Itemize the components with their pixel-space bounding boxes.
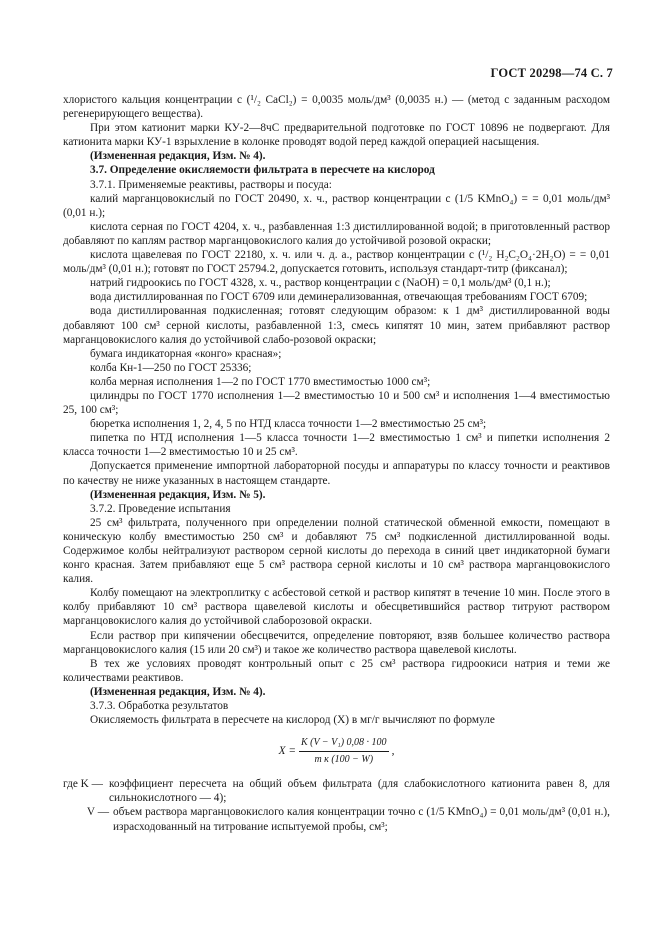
where-item [63, 805, 610, 833]
list-item: колба мерная исполнения 1—2 по ГОСТ 1770 вместимостью 1000 см³; [90, 375, 431, 388]
formula-numerator: K (V − V₁) 0,08 · 100 [299, 736, 389, 752]
paragraph: Колбу помещают на электроплитку с асбестовой сеткой и раствор кипятят в течение 10 мин. После этого в колбу прибавляют 10 см³ раствора щавелевой кислоты и обесцветившийся раствор титруют раствором марганцовокислого калия до устойчивой слаборозовой окраски. [63, 587, 610, 628]
list-item: кислота серная по ГОСТ 4204, х. ч., разбавленная 1:3 дистиллированной водой; в приготовленный раствор добавляют по каплям раствор марганцовокислого калия до устойчивой розовой окраски; [63, 220, 610, 247]
paragraph: хлористого кальция концентрации c (¹/₂ CaCl₂) = 0,0035 моль/дм³ (0,0035 н.) — (метод с заданным расходом регенерирующего вещества). [63, 94, 610, 121]
list-item: цилиндры по ГОСТ 1770 исполнения 1—2 вместимостью 10 и 500 см³ и исполнения 1—4 вместимостью 25, 100 см³; [63, 389, 610, 417]
amendment-note: (Измененная редакция, Изм. № 4). [90, 150, 266, 163]
list-item: пипетка по НТД исполнения 1—5 класса точности 1—2 вместимостью 1 см³ и пипетки исполнения 2 класса точности 1—2 вместимостью 10 и 25 см³. [63, 432, 610, 459]
formula [63, 731, 610, 771]
document-body [63, 93, 610, 834]
amendment-note: (Измененная редакция, Изм. № 4). [90, 685, 266, 698]
paragraph: Если раствор при кипячении обесцвечится, определение повторяют, взяв большее количество раствора марганцовокислого калия (15 или 20 см³) и такое же количество раствора щавелевой кислоты. [63, 629, 610, 656]
where-list [63, 777, 610, 833]
where-label: V — [86, 806, 109, 819]
list-item: вода дистиллированная по ГОСТ 6709 или деминерализованная, отвечающая требованиям ГОСТ 6709; [90, 291, 588, 304]
formula-tail: , [391, 745, 395, 758]
list-item: колба Кн-1—250 по ГОСТ 25336; [90, 361, 252, 374]
subsection-heading: 3.7.1. Применяемые реактивы, растворы и посуда: [90, 178, 332, 191]
formula-denominator: m к (100 − W) [314, 753, 374, 765]
list-item: кислота щавелевая по ГОСТ 22180, х. ч. или ч. д. а., раствор концентрации c (¹/₂ H₂C₂O₄·2H₂O) = = 0,01 моль/дм³ (0,01 н.); готовят по ГОСТ 25794.2, допускается готовить, используя стандарт-титр (фиксанал); [63, 249, 610, 276]
section-heading: 3.7. Определение окисляемости фильтрата в пересчете на кислород [90, 164, 435, 177]
list-item: вода дистиллированная подкисленная; готовят следующим образом: к 1 дм³ дистиллированной воды добавляют 100 см³ серной кислоты, разбавленной 1:3, смесь кипятят 10 мин, затем прибавляют раствор марганцовокислого калия до устойчивой слабо-розовой окраски; [63, 305, 610, 346]
list-item: калий марганцовокислый по ГОСТ 20490, х. ч., раствор концентрации c (1/5 KMnO₄) = = 0,01 моль/дм³ (0,01 н.); [63, 192, 610, 219]
subsection-heading: 3.7.2. Проведение испытания [90, 502, 231, 515]
where-item [63, 777, 610, 805]
list-item: натрий гидроокись по ГОСТ 4328, х. ч., раствор концентрации c (NaOH) = 0,1 моль/дм³ (0,1 н.); [90, 277, 551, 290]
paragraph: 25 см³ фильтрата, полученного при определении полной статической обменной емкости, помещают в коническую колбу вместимостью 250 см³ и добавляют 75 см³ подкисленной дистиллированной воды. Содержимое колбы нейтрализуют раствором серной кислоты до перехода в синий цвет индикаторной бумаги конго красная. Затем прибавляют еще 5 см³ раствора серной кислоты и 10 см³ раствора марганцовокислого калия. [63, 516, 610, 586]
formula-fraction [299, 736, 389, 767]
amendment-note: (Измененная редакция, Изм. № 5). [90, 488, 266, 501]
paragraph: При этом катионит марки КУ-2—8чС предварительной подготовке по ГОСТ 10896 не подвергают. Для катионита марки КУ-1 взрыхление в колонке проводят водой перед каждой операцией насыщения. [63, 122, 610, 149]
page-header: ГОСТ 20298—74 С. 7 [490, 66, 613, 80]
paragraph: Окисляемость фильтрата в пересчете на кислород (X) в мг/г вычисляют по формуле [90, 714, 495, 727]
where-text: объем раствора марганцовокислого калия концентрации точно c (1/5 KMnO₄) = 0,01 моль/дм³ (0,01 н.), израсходованный на титрование испытуемой пробы, см³; [113, 806, 610, 833]
where-text: коэффициент пересчета на общий объем фильтрата (для слабокислотного катионита равен 8, для сильнокислотного — 4); [109, 778, 610, 805]
paragraph: В тех же условиях проводят контрольный опыт с 25 см³ раствора гидроокиси натрия и теми же количествами реактивов. [63, 657, 610, 684]
list-item: бюретка исполнения 1, 2, 4, 5 по НТД класса точности 1—2 вместимостью 25 см³; [90, 418, 487, 431]
formula-lhs: X = [278, 745, 296, 758]
list-item: бумага индикаторная «конго» красная»; [90, 347, 282, 360]
where-label: где K — [63, 778, 103, 791]
paragraph: Допускается применение импортной лабораторной посуды и аппаратуры по классу точности и реактивов по качеству не ниже указанных в настоящем стандарте. [63, 460, 610, 487]
subsection-heading: 3.7.3. Обработка результатов [90, 700, 229, 713]
